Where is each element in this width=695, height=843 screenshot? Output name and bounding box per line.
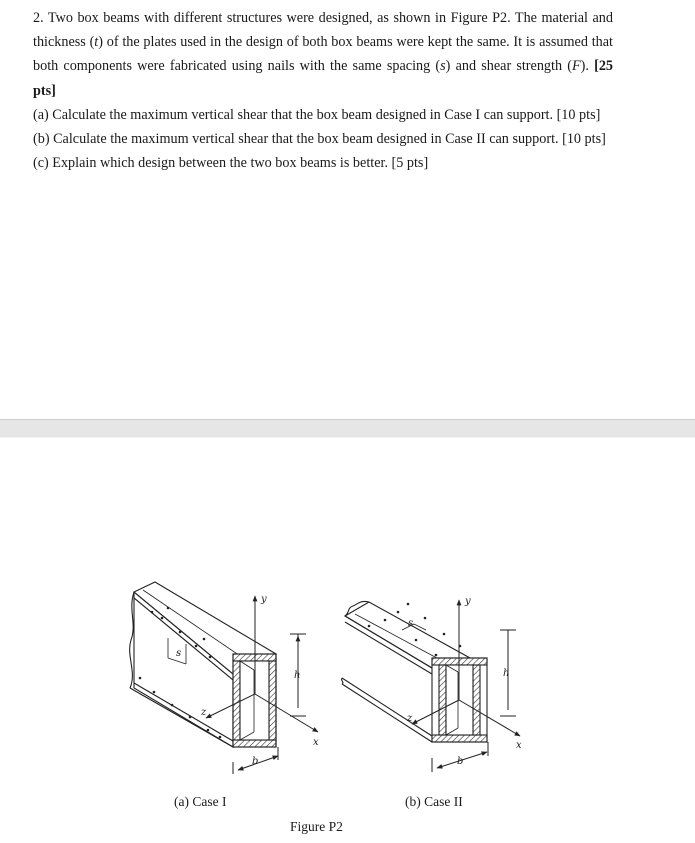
caption-case-2: (b) Case II	[405, 794, 463, 809]
part-c: (c) Explain which design between the two box beams is better. [5 pts]	[33, 155, 429, 172]
case-2-b-label: b	[457, 756, 464, 767]
figure-p2	[0, 560, 695, 843]
problem-number: 2.	[33, 10, 44, 26]
part-b: (b) Calculate the maximum vertical shear that the box beam designed in Case II can support. [10 pts]	[33, 131, 606, 148]
caption-case-1: (a) Case I	[174, 794, 227, 809]
figure-title: Figure P2	[290, 819, 343, 834]
problem-intro: 2. Two box beams with different structures were designed, as shown in Figure P2. The material and thickness (t) of the plates used in the design of both box beams were kept the same. It is assumed that both components were fabricated using nails with the same spacing (s) and shear strength (F). [25 pts]	[33, 10, 614, 99]
case-2-y-label: y	[465, 596, 471, 607]
thickness-symbol: t	[94, 34, 99, 51]
force-symbol: F	[571, 58, 581, 75]
case-1-b-label: b	[252, 756, 259, 767]
case-2-beam	[342, 601, 487, 742]
case-2-h-label: h	[503, 668, 510, 679]
case-2-z-label: z	[407, 713, 413, 724]
case-1-z-label: z	[201, 707, 207, 718]
case-1-x-label: x	[313, 737, 319, 748]
figure-drawing	[0, 560, 695, 843]
problem-statement	[33, 6, 613, 175]
case-1-y-label: y	[261, 594, 267, 605]
case-2-s-label: s	[408, 618, 414, 629]
points-total: [25 pts]	[33, 58, 614, 99]
spacing-symbol: s	[440, 58, 446, 75]
case-1-beam	[130, 582, 276, 747]
case-1-s-label: s	[176, 648, 182, 659]
case-1-h-label: h	[294, 670, 301, 681]
case-2-x-label: x	[516, 740, 522, 751]
part-a: (a) Calculate the maximum vertical shear that the box beam designed in Case I can support. [10 pts]	[33, 106, 601, 123]
page-separator	[0, 419, 695, 438]
